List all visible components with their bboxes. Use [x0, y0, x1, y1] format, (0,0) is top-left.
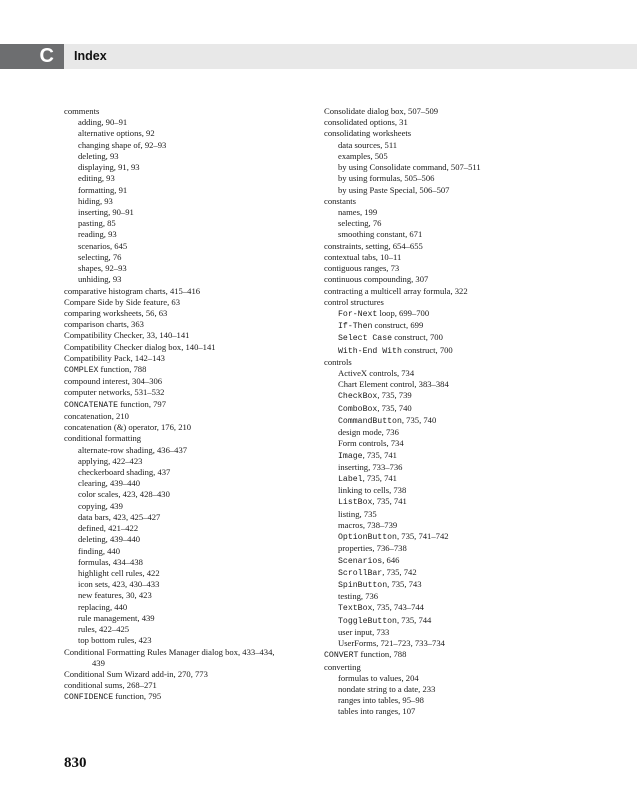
index-entry — [64, 680, 314, 691]
entry-text: selecting, 76 — [78, 251, 122, 262]
entry-text: constraints, setting, 654–655 — [324, 240, 423, 251]
code-term: SpinButton — [338, 580, 388, 590]
entry-text: Form controls, 734 — [338, 438, 404, 449]
entry-text: design mode, 736 — [338, 427, 399, 438]
entry-text: rule management, 439 — [78, 612, 155, 623]
entry-text: highlight cell rules, 422 — [78, 567, 160, 578]
index-entry — [64, 319, 314, 330]
index-subentry — [324, 485, 574, 496]
entry-text: Conditional Formatting Rules Manager dialog box, 433–434, — [64, 646, 275, 657]
entry-text: nondate string to a date, 233 — [338, 683, 436, 694]
entry-text: icon sets, 423, 430–433 — [78, 579, 160, 590]
entry-text: by using Paste Special, 506–507 — [338, 184, 450, 195]
entry-text: clearing, 439–440 — [78, 478, 141, 489]
index-subentry — [64, 557, 314, 568]
entry-text: unhiding, 93 — [78, 274, 122, 285]
entry-text: function, 788 — [358, 649, 407, 660]
index-subentry — [324, 673, 574, 684]
entry-text: function, 797 — [118, 398, 167, 409]
index-subentry — [64, 489, 314, 500]
entry-text: converting — [324, 661, 361, 672]
entry-text: construct, 700 — [392, 332, 443, 343]
code-term: COMPLEX — [64, 366, 99, 376]
index-subentry — [64, 523, 314, 534]
code-term: ListBox — [338, 498, 373, 508]
index-entry — [64, 364, 314, 376]
entry-text: linking to cells, 738 — [338, 485, 407, 496]
index-entry — [324, 196, 574, 207]
entry-text: comparative histogram charts, 415–416 — [64, 285, 201, 296]
entry-text: by using formulas, 505–506 — [338, 173, 435, 184]
index-subentry — [324, 218, 574, 229]
index-subentry — [324, 520, 574, 531]
index-entry — [324, 128, 574, 139]
entry-text: replacing, 440 — [78, 601, 128, 612]
code-term: CheckBox — [338, 392, 378, 402]
entry-text: Compatibility Checker, 33, 140–141 — [64, 330, 190, 341]
index-entry — [64, 691, 314, 703]
index-subentry — [324, 427, 574, 438]
index-entry — [324, 106, 574, 117]
index-subentry — [64, 274, 314, 285]
code-term: Image — [338, 451, 363, 461]
index-subentry — [324, 706, 574, 717]
code-term: ScrollBar — [338, 568, 383, 578]
entry-text: , 735, 741 — [362, 473, 397, 483]
index-subentry — [64, 602, 314, 613]
entry-text: editing, 93 — [78, 173, 115, 184]
page-number: 830 — [64, 755, 87, 771]
code-term: If-Then — [338, 322, 373, 332]
index-entry — [64, 308, 314, 319]
index-subentry — [324, 462, 574, 473]
entry-text: top bottom rules, 423 — [78, 635, 152, 646]
index-subentry — [64, 128, 314, 139]
entry-text: hiding, 93 — [78, 195, 113, 206]
index-entry — [64, 286, 314, 297]
index-subentry — [324, 579, 574, 591]
index-subentry — [324, 496, 574, 508]
index-subentry — [64, 501, 314, 512]
entry-text: smoothing constant, 671 — [338, 229, 423, 240]
entry-text: control structures — [324, 296, 384, 307]
code-term: TextBox — [338, 604, 373, 614]
index-entry — [64, 376, 314, 387]
entry-text: contracting a multicell array formula, 322 — [324, 285, 468, 296]
entry-text: controls — [324, 356, 352, 367]
entry-text: adding, 90–91 — [78, 117, 128, 128]
index-subentry — [64, 456, 314, 467]
index-subentry — [64, 229, 314, 240]
index-subentry — [64, 624, 314, 635]
entry-text: , 735, 742 — [382, 566, 417, 577]
code-term: Select Case — [338, 334, 393, 344]
index-entry — [64, 433, 314, 444]
entry-text: inserting, 90–91 — [78, 206, 134, 217]
entry-text: , 735, 744 — [396, 614, 432, 625]
entry-text: conditional formatting — [64, 433, 142, 444]
entry-text: scenarios, 645 — [78, 240, 128, 251]
entry-text: selecting, 76 — [338, 218, 382, 229]
index-subentry — [64, 579, 314, 590]
code-term: CONCATENATE — [64, 400, 119, 410]
index-subentry — [64, 613, 314, 624]
index-subentry — [64, 534, 314, 545]
index-subentry — [64, 207, 314, 218]
entry-text: comments — [64, 106, 100, 116]
index-subentry — [64, 478, 314, 489]
entry-text: reading, 93 — [78, 229, 117, 240]
entry-text: , 735, 741–742 — [396, 531, 449, 542]
entry-text: formulas, 434–438 — [78, 556, 143, 567]
index-subentry — [324, 438, 574, 449]
entry-text: comparing worksheets, 56, 63 — [64, 307, 168, 318]
index-subentry — [64, 140, 314, 151]
index-subentry — [324, 368, 574, 379]
index-subentry — [324, 207, 574, 218]
entry-text: checkerboard shading, 437 — [78, 467, 171, 477]
index-subentry — [324, 151, 574, 162]
entry-text: Compatibility Checker dialog box, 140–141 — [64, 341, 216, 352]
entry-text: , 735, 739 — [377, 390, 412, 401]
entry-text: contiguous ranges, 73 — [324, 263, 400, 274]
entry-text: deleting, 439–440 — [78, 534, 141, 545]
entry-text: listing, 735 — [338, 508, 377, 519]
entry-text: Compatibility Pack, 142–143 — [64, 352, 165, 363]
entry-text: , 735, 741 — [372, 496, 407, 507]
index-entry — [324, 252, 574, 263]
entry-text: concatenation (&) operator, 176, 210 — [64, 422, 192, 433]
index-entry — [64, 353, 314, 364]
index-subentry — [324, 602, 574, 614]
code-term: CONVERT — [324, 651, 359, 661]
entry-text: new features, 30, 423 — [78, 590, 152, 601]
entry-text: data bars, 423, 425–427 — [78, 511, 161, 522]
index-subentry — [64, 196, 314, 207]
index-entry — [324, 241, 574, 252]
index-subentry — [324, 162, 574, 173]
index-entry — [64, 399, 314, 411]
index-subentry — [64, 512, 314, 523]
entry-text: macros, 738–739 — [338, 519, 398, 530]
entry-text: shapes, 92–93 — [78, 263, 127, 274]
index-subentry — [324, 684, 574, 695]
index-entry — [324, 117, 574, 128]
entry-text: constants — [324, 195, 356, 206]
entry-text: defined, 421–422 — [78, 523, 139, 534]
entry-text: formulas to values, 204 — [338, 672, 419, 683]
page-title: Index — [74, 49, 107, 63]
entry-text: user input, 733 — [338, 626, 390, 637]
entry-text: tables into ranges, 107 — [338, 706, 416, 717]
index-entry — [64, 106, 314, 117]
index-subentry — [64, 162, 314, 173]
entry-text: construct, 700 — [401, 344, 453, 355]
code-term: Scenarios — [338, 556, 383, 566]
index-subentry — [324, 229, 574, 240]
entry-text: function, 788 — [98, 364, 147, 375]
index-entry — [64, 297, 314, 308]
index-entry — [324, 649, 574, 661]
entry-text: inserting, 733–736 — [338, 461, 403, 472]
index-entry — [64, 330, 314, 341]
index-subentry — [64, 263, 314, 274]
index-subentry — [324, 173, 574, 184]
entry-text: compound interest, 304–306 — [64, 376, 163, 387]
entry-text: names, 199 — [338, 206, 378, 217]
entry-text: alternate-row shading, 436–437 — [78, 444, 188, 455]
entry-text: displaying, 91, 93 — [78, 162, 140, 173]
entry-text: ranges into tables, 95–98 — [338, 695, 424, 706]
code-term: For-Next — [338, 309, 378, 319]
entry-text: function, 795 — [113, 691, 162, 702]
entry-text: color scales, 423, 428–430 — [78, 489, 170, 500]
code-term: ComboBox — [338, 404, 378, 414]
index-subentry — [324, 345, 574, 357]
entry-text: , 735, 743–744 — [372, 602, 424, 613]
entry-text: ActiveX controls, 734 — [338, 368, 415, 379]
index-subentry — [324, 695, 574, 706]
entry-text: properties, 736–738 — [338, 543, 407, 554]
entry-text: Consolidate dialog box, 507–509 — [324, 106, 439, 116]
entry-text: Compare Side by Side feature, 63 — [64, 296, 180, 307]
index-entry — [64, 669, 314, 680]
entry-text: computer networks, 531–532 — [64, 387, 165, 398]
entry-text: contextual tabs, 10–11 — [324, 251, 402, 262]
section-letter-tab: C — [0, 44, 64, 69]
index-entry — [324, 263, 574, 274]
index-subentry — [324, 591, 574, 602]
index-subentry — [324, 332, 574, 344]
index-subentry — [324, 638, 574, 649]
entry-text: pasting, 85 — [78, 218, 116, 229]
index-entry — [324, 286, 574, 297]
entry-text: copying, 439 — [78, 500, 123, 511]
index-entry — [64, 647, 314, 658]
index-subentry — [64, 635, 314, 646]
index-subentry — [64, 546, 314, 557]
entry-text: alternative options, 92 — [78, 128, 155, 139]
index-subentry — [324, 320, 574, 332]
index-entry — [324, 662, 574, 673]
index-subentry — [324, 379, 574, 390]
entry-text: , 735, 743 — [387, 578, 422, 589]
entry-text: loop, 699–700 — [377, 307, 430, 318]
index-subentry — [324, 627, 574, 638]
index-subentry — [64, 445, 314, 456]
index-subentry — [324, 555, 574, 567]
index-subentry — [324, 567, 574, 579]
index-entry — [64, 342, 314, 353]
entry-text: , 735, 740 — [401, 414, 437, 425]
index-subentry — [64, 241, 314, 252]
index-column-right — [324, 106, 574, 718]
entry-text: finding, 440 — [78, 545, 121, 556]
entry-text: deleting, 93 — [78, 150, 119, 161]
index-subentry — [324, 140, 574, 151]
entry-text: applying, 422–423 — [78, 455, 143, 466]
code-term: ToggleButton — [338, 616, 397, 626]
entry-text: continuous compounding, 307 — [324, 274, 429, 285]
code-term: With-End With — [338, 346, 402, 356]
index-subentry — [324, 531, 574, 543]
index-subentry — [324, 473, 574, 485]
entry-text: rules, 422–425 — [78, 624, 130, 635]
index-subentry — [64, 658, 314, 669]
entry-text: comparison charts, 363 — [64, 319, 144, 330]
index-subentry — [324, 415, 574, 427]
index-subentry — [324, 543, 574, 554]
index-subentry — [324, 390, 574, 402]
entry-text: , 735, 741 — [362, 449, 397, 460]
index-subentry — [324, 185, 574, 196]
index-subentry — [324, 450, 574, 462]
index-subentry — [324, 308, 574, 320]
code-term: CommandButton — [338, 416, 402, 426]
entry-text: examples, 505 — [338, 150, 388, 161]
entry-text: , 646 — [382, 554, 400, 565]
entry-text: , 735, 740 — [377, 402, 412, 413]
entry-text: construct, 699 — [372, 320, 424, 331]
index-subentry — [324, 403, 574, 415]
index-subentry — [64, 117, 314, 128]
entry-text: data sources, 511 — [338, 139, 398, 150]
index-column-left — [64, 106, 314, 704]
entry-text: testing, 736 — [338, 591, 379, 602]
index-subentry — [64, 252, 314, 263]
entry-text: UserForms, 721–723, 733–734 — [338, 638, 445, 649]
entry-text: Conditional Sum Wizard add-in, 270, 773 — [64, 668, 208, 679]
entry-text: concatenation, 210 — [64, 410, 129, 421]
index-entry — [64, 422, 314, 433]
entry-text: by using Consolidate command, 507–511 — [338, 162, 481, 173]
entry-text: Chart Element control, 383–384 — [338, 379, 449, 390]
index-subentry — [64, 568, 314, 579]
index-subentry — [64, 173, 314, 184]
index-entry — [324, 357, 574, 368]
index-subentry — [64, 590, 314, 601]
index-entry — [324, 274, 574, 285]
index-entry — [64, 387, 314, 398]
index-subentry — [64, 218, 314, 229]
entry-text: changing shape of, 92–93 — [78, 139, 167, 150]
index-subentry — [324, 509, 574, 520]
entry-text: consolidating worksheets — [324, 128, 412, 139]
index-subentry — [64, 185, 314, 196]
entry-text: conditional sums, 268–271 — [64, 680, 157, 691]
index-entry — [64, 411, 314, 422]
entry-text: 439 — [92, 657, 105, 668]
index-entry — [324, 297, 574, 308]
code-term: Label — [338, 475, 363, 484]
code-term: CONFIDENCE — [64, 693, 114, 703]
index-subentry — [64, 151, 314, 162]
entry-text: consolidated options, 31 — [324, 117, 408, 128]
entry-text: formatting, 91 — [78, 184, 128, 195]
code-term: OptionButton — [338, 533, 397, 543]
index-subentry — [324, 615, 574, 627]
index-subentry — [64, 467, 314, 478]
